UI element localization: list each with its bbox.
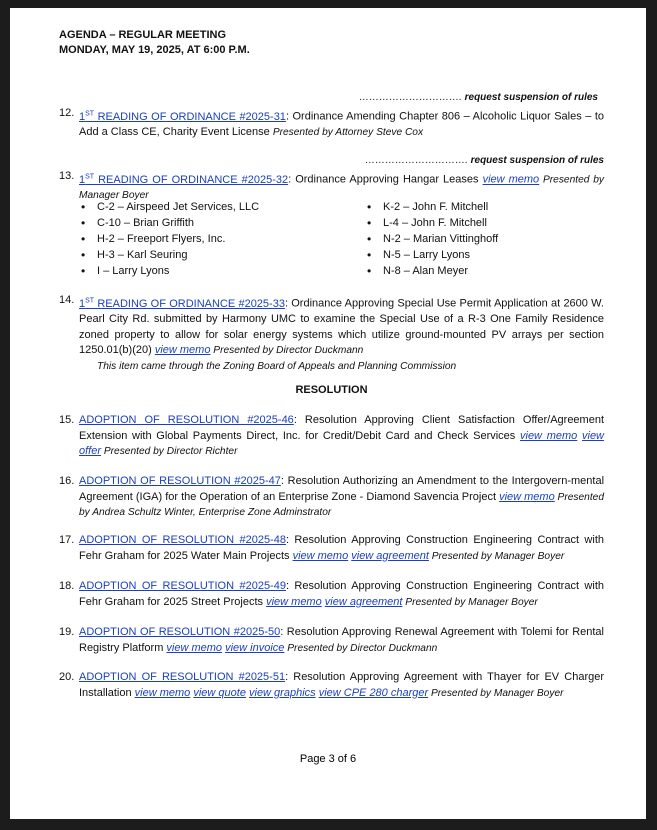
document-page <box>10 8 646 819</box>
ordinance-link-2025-31[interactable]: 1ST READING OF ORDINANCE #2025-31 <box>79 110 286 123</box>
list-item: • K-2 – John F. Mitchell <box>365 199 498 215</box>
resolution-link-2025-50[interactable]: ADOPTION OF RESOLUTION #2025-50 <box>79 626 281 638</box>
agenda-item-20: 20. ADOPTION OF RESOLUTION #2025-51: Resolution Approving Agreement with Thayer for EV Charger Installation view memo view quote view graphics view CPE 280 charger Presented by Manager Boyer <box>59 671 605 699</box>
list-item: • N-2 – Marian Vittinghoff <box>365 231 498 247</box>
agenda-item-14: 14. 1ST READING OF ORDINANCE #2025-33: Ordinance Approving Special Use Permit Application at 2600 W. Pearl City Rd. submitted by Harmony UMC to examine the Special Use of a R-3 One Family Residence zoned property to allow for solar energy systems which utilize ground-mounted PV arrays per section 1250.01(b)(20) view memo Presented by Director Duckmann This item came through the Zoning Board of Appeals and Planning Commission <box>59 293 604 374</box>
view-memo-link-13[interactable]: view memo <box>482 173 540 186</box>
agenda-item-16: 16. ADOPTION OF RESOLUTION #2025-47: Resolution Authorizing an Amendment to the Intergovern-mental Agreement (IGA) for the Operation of an Enterprise Zone - Diamond Savencia Project view memo Presented by Andrea Schultz Winter, Enterprise Zone Adminstrator <box>59 475 605 518</box>
agenda-item-12: 12. 1ST READING OF ORDINANCE #2025-31: Ordinance Amending Chapter 806 – Alcoholic Liquor Sales – to Add a Class CE, Charity Event License Presented by Attorney Steve Cox <box>59 107 604 139</box>
resolution-link-2025-48[interactable]: ADOPTION OF RESOLUTION #2025-48 <box>79 534 286 546</box>
agenda-item-19: 19. ADOPTION OF RESOLUTION #2025-50: Resolution Approving Renewal Agreement with Tolemi for Rental Registry Platform view memo view invoice Presented by Director Duckmann <box>59 626 604 654</box>
list-item: • H-3 – Karl Seuring <box>79 247 259 263</box>
view-quote-link-20[interactable]: view quote <box>193 686 246 699</box>
list-item: • C-10 – Brian Griffith <box>79 215 259 231</box>
agenda-item-13: 13. 1ST READING OF ORDINANCE #2025-32: Ordinance Approving Hangar Leases view memo Presented by Manager Boyer <box>59 170 604 202</box>
list-item: • I – Larry Lyons <box>79 263 259 279</box>
view-memo-link-16[interactable]: view memo <box>499 490 555 503</box>
suspension-note-13: …………………………. request suspension of rules <box>365 155 604 166</box>
view-memo-link-14[interactable]: view memo <box>154 344 211 357</box>
header-title: AGENDA – REGULAR MEETING <box>59 29 227 41</box>
view-graphics-link-20[interactable]: view graphics <box>249 686 316 699</box>
list-item: • C-2 – Airspeed Jet Services, LLC <box>79 199 259 215</box>
resolution-link-2025-49[interactable]: ADOPTION OF RESOLUTION #2025-49 <box>79 580 286 592</box>
agenda-header <box>59 28 604 58</box>
list-item: • H-2 – Freeport Flyers, Inc. <box>79 231 259 247</box>
view-memo-link-20[interactable]: view memo <box>134 686 191 699</box>
resolution-heading: RESOLUTION <box>295 384 368 396</box>
list-item: • N-8 – Alan Meyer <box>365 263 498 279</box>
lease-list-left <box>79 199 259 279</box>
list-item: • N-5 – Larry Lyons <box>365 247 498 263</box>
view-charger-link-20[interactable]: view CPE 280 charger <box>318 686 429 699</box>
view-offer-link-15[interactable]: view offer <box>79 429 605 457</box>
zoning-note: This item came through the Zoning Board of Appeals and Planning Commission <box>97 360 457 372</box>
page-content <box>59 28 605 699</box>
view-memo-link-19[interactable]: view memo <box>166 641 223 654</box>
resolution-link-2025-46[interactable]: ADOPTION OF RESOLUTION #2025-46 <box>79 414 294 426</box>
view-memo-link-15[interactable]: view memo <box>520 429 578 442</box>
agenda-item-17: 17. ADOPTION OF RESOLUTION #2025-48: Resolution Approving Construction Engineering Contract with Fehr Graham for 2025 Water Main Projects view memo view agreement Presented by Manager Boyer <box>59 534 604 562</box>
resolution-link-2025-51[interactable]: ADOPTION OF RESOLUTION #2025-51 <box>79 671 286 683</box>
lease-list-right <box>365 199 498 279</box>
view-invoice-link-19[interactable]: view invoice <box>225 641 285 654</box>
ordinance-link-2025-33[interactable]: 1ST READING OF ORDINANCE #2025-33 <box>79 297 285 310</box>
resolution-link-2025-47[interactable]: ADOPTION OF RESOLUTION #2025-47 <box>79 475 281 487</box>
view-memo-link-17[interactable]: view memo <box>292 549 349 562</box>
list-item: • L-4 – John F. Mitchell <box>365 215 498 231</box>
ordinance-link-2025-32[interactable]: 1ST READING OF ORDINANCE #2025-32 <box>79 173 289 186</box>
view-agreement-link-18[interactable]: view agreement <box>324 595 403 608</box>
view-memo-link-18[interactable]: view memo <box>266 595 322 608</box>
header-date: MONDAY, MAY 19, 2025, AT 6:00 P.M. <box>59 44 250 56</box>
view-agreement-link-17[interactable]: view agreement <box>351 549 429 562</box>
page-number: Page 3 of 6 <box>299 753 357 765</box>
agenda-item-18: 18. ADOPTION OF RESOLUTION #2025-49: Resolution Approving Construction Engineering Contract with Fehr Graham for 2025 Street Projects view memo view agreement Presented by Manager Boyer <box>59 580 604 608</box>
suspension-note-12: …………………………. request suspension of rules <box>359 92 598 103</box>
agenda-item-15: 15. ADOPTION OF RESOLUTION #2025-46: Resolution Approving Client Satisfaction Offer/Agreement Extension with Global Payments Direct, Inc. for Credit/Debit Card and Check Services view memo view offer Presented by Director Richter <box>59 414 605 457</box>
